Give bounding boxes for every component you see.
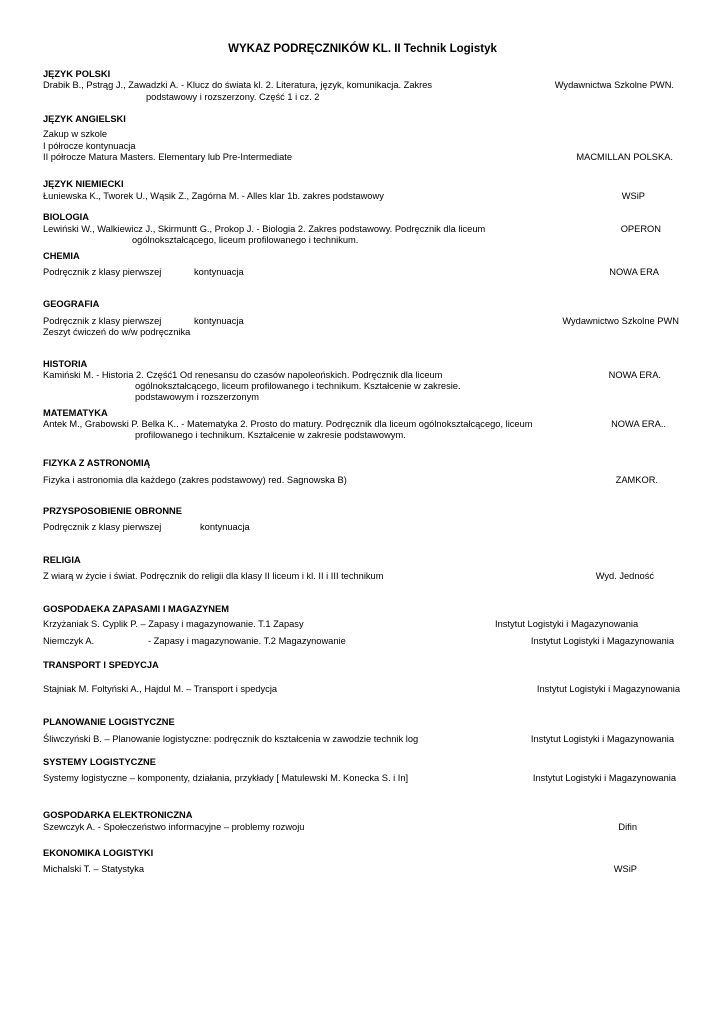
section-heading-angielski: JĘZYK ANGIELSKI [43,114,126,124]
historia-line-2: ogólnokształcącego, liceum profilowanego i technikum. Kształcenie w zakresie. [135,381,461,391]
section-heading-religia: RELIGIA [43,555,81,565]
zapasy-line-1: Krzyżaniak S. Cyplik P. – Zapasy i magazynowanie. T.1 Zapasy [43,619,304,629]
niemiecki-line-1: Łuniewska K., Tworek U., Wąsik Z., Zagórna M. - Alles klar 1b. zakres podstawowy [43,191,384,201]
angielski-publisher: MACMILLAN POLSKA. [576,152,673,162]
section-heading-elektroniczna: GOSPODARKA ELEKTRONICZNA [43,810,193,820]
zapasy-line-2-author: Niemczyk A. [43,636,95,646]
section-heading-chemia: CHEMIA [43,251,80,261]
page-title: WYKAZ PODRĘCZNIKÓW KL. II Technik Logistyk [228,43,497,55]
biologia-publisher: OPERON [620,224,661,234]
matematyka-line-2: profilowanego i technikum. Kształcenie w zakresie podstawowym. [135,430,406,440]
przysposobienie-note: kontynuacja [200,522,250,532]
niemiecki-publisher: WSiP [621,191,645,201]
religia-line-1: Z wiarą w życie i świat. Podręcznik do religii dla klasy II liceum i kl. II i III technikum [43,571,384,581]
section-heading-przysposobienie: PRZYSPOSOBIENIE OBRONNE [43,506,182,516]
section-heading-matematyka: MATEMATYKA [43,408,108,418]
matematyka-publisher: NOWA ERA.. [611,419,666,429]
angielski-line-3: II półrocze Matura Masters. Elementary lub Pre-Intermediate [43,152,293,162]
section-heading-fizyka: FIZYKA Z ASTRONOMIĄ [43,458,151,468]
ekonomika-line-1: Michalski T. – Statystyka [43,864,145,874]
ekonomika-publisher: WSiP [613,864,637,874]
transport-line-1: Stajniak M. Foltyński A., Hajdul M. – Transport i spedycja [43,684,278,694]
biologia-line-2: ogólnokształcącego, liceum profilowanego i technikum. [132,235,359,245]
geografia-publisher: Wydawnictwo Szkolne PWN [562,316,679,326]
chemia-note: kontynuacja [194,267,244,277]
chemia-publisher: NOWA ERA [609,267,659,277]
przysposobienie-line-1: Podręcznik z klasy pierwszej [43,522,162,532]
section-heading-historia: HISTORIA [43,359,88,369]
geografia-line-2: Zeszyt ćwiczeń do w/w podręcznika [43,327,191,337]
religia-publisher: Wyd. Jedność [595,571,654,581]
chemia-line-1: Podręcznik z klasy pierwszej [43,267,162,277]
systemy-line-1: Systemy logistyczne – komponenty, działania, przykłady [ Matulewski M. Konecka S. i In] [43,773,409,783]
systemy-publisher: Instytut Logistyki i Magazynowania [532,773,676,783]
polski-publisher: Wydawnictwa Szkolne PWN. [554,80,674,90]
section-heading-niemiecki: JĘZYK NIEMIECKI [43,179,124,189]
fizyka-line-1: Fizyka i astronomia dla każdego (zakres podstawowy) red. Sagnowska B) [43,475,347,485]
section-heading-biologia: BIOLOGIA [43,212,89,222]
historia-line-3: podstawowym i rozszerzonym [135,392,259,402]
zapasy-publisher-1: Instytut Logistyki i Magazynowania [495,619,639,629]
fizyka-publisher: ZAMKOR. [615,475,658,485]
angielski-line-2: I półrocze kontynuacja [43,141,136,151]
zapasy-publisher-2: Instytut Logistyki i Magazynowania [530,636,674,646]
geografia-note: kontynuacja [194,316,244,326]
zapasy-line-2-title: - Zapasy i magazynowanie. T.2 Magazynowanie [148,636,346,646]
section-heading-gospodarka-zapasami: GOSPODAEKA ZAPASAMI I MAGAZYNEM [43,604,229,614]
polski-line-2: podstawowy i rozszerzony. Część 1 i cz. 2 [146,92,320,102]
planowanie-publisher: Instytut Logistyki i Magazynowania [530,734,674,744]
elektroniczna-publisher: Difin [618,822,637,832]
section-heading-transport: TRANSPORT I SPEDYCJA [43,660,159,670]
section-heading-systemy: SYSTEMY LOGISTYCZNE [43,757,156,767]
section-heading-ekonomika: EKONOMIKA LOGISTYKI [43,848,154,858]
section-heading-polski: JĘZYK POLSKI [43,69,111,79]
geografia-line-1: Podręcznik z klasy pierwszej [43,316,162,326]
historia-publisher: NOWA ERA. [608,370,661,380]
polski-line-1: Drabik B., Pstrąg J., Zawadzki A. - Klucz do świata kl. 2. Literatura, język, komunikacja. Zakres [43,80,433,90]
section-heading-planowanie: PLANOWANIE LOGISTYCZNE [43,717,175,727]
elektroniczna-line-1: Szewczyk A. - Społeczeństwo informacyjne – problemy rozwoju [43,822,305,832]
section-heading-geografia: GEOGRAFIA [43,299,100,309]
angielski-line-1: Zakup w szkole [43,129,108,139]
transport-publisher: Instytut Logistyki i Magazynowania [536,684,680,694]
planowanie-line-1: Śliwczyński B. – Planowanie logistyczne: podręcznik do kształcenia w zawodzie technik log [43,734,419,744]
matematyka-line-1: Antek M., Grabowski P. Belka K.. - Matematyka 2. Prosto do matury. Podręcznik dla liceum ogólnokształcącego, liceum [43,419,533,429]
biologia-line-1: Lewiński W., Walkiewicz J., Skirmuntt G., Prokop J. - Biologia 2. Zakres podstawowy. Podręcznik dla liceum [43,224,486,234]
historia-line-1: Kamiński M. - Historia 2. Część1 Od renesansu do czasów napoleońskich. Podręcznik dla liceum [43,370,443,380]
